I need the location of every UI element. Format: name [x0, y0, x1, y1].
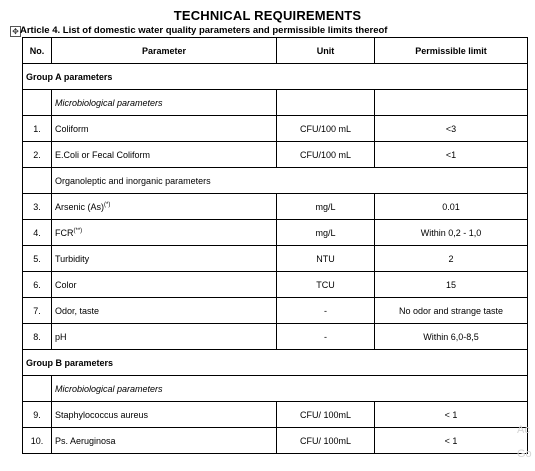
row-unit: CFU/ 100mL	[277, 402, 375, 428]
table-row	[23, 220, 528, 246]
row-no: 6.	[23, 272, 52, 298]
article-heading: Article 4. List of domestic water quality parameters and permissible limits thereof	[20, 25, 388, 36]
row-no: 2.	[23, 142, 52, 168]
row-limit: 0.01	[375, 194, 528, 220]
group-b-label: Group B parameters	[23, 350, 528, 376]
row-limit: < 1	[375, 402, 528, 428]
group-a-organoleptic-row	[23, 168, 528, 194]
group-b-row	[23, 350, 528, 376]
row-no: 7.	[23, 298, 52, 324]
table-row	[23, 142, 528, 168]
water-quality-table	[22, 37, 528, 454]
row-parameter: Arsenic (As)	[55, 201, 105, 212]
row-no: 4.	[23, 220, 52, 246]
header-unit: Unit	[277, 38, 375, 64]
row-unit: CFU/100 mL	[277, 142, 375, 168]
row-unit: CFU/ 100mL	[277, 428, 375, 454]
group-a-label: Group A parameters	[23, 64, 528, 90]
table-header-row	[23, 38, 528, 64]
table-row	[23, 298, 528, 324]
group-a-organoleptic-label: Organoleptic and inorganic parameters	[52, 168, 528, 194]
row-limit: < 1	[375, 428, 528, 454]
row-no: 3.	[23, 194, 52, 220]
row-limit: 2	[375, 246, 528, 272]
row-parameter: Ps. Aeruginosa	[52, 428, 277, 454]
row-unit: TCU	[277, 272, 375, 298]
table-row	[23, 324, 528, 350]
table-row	[23, 272, 528, 298]
table-row	[23, 246, 528, 272]
group-a-microbiological-row	[23, 90, 528, 116]
row-limit: <1	[375, 142, 528, 168]
page-title: TECHNICAL REQUIREMENTS	[173, 8, 362, 23]
watermark-line-2: Go	[517, 448, 532, 460]
row-no: 10.	[23, 428, 52, 454]
row-parameter: Turbidity	[52, 246, 277, 272]
row-limit: <3	[375, 116, 528, 142]
header-limit: Permissible limit	[375, 38, 528, 64]
group-a-row	[23, 64, 528, 90]
move-handle-icon[interactable]: ✥	[10, 26, 21, 37]
row-no: 9.	[23, 402, 52, 428]
row-limit: Within 6,0-8,5	[375, 324, 528, 350]
row-limit: 15	[375, 272, 528, 298]
row-parameter: Coliform	[52, 116, 277, 142]
row-unit: mg/L	[277, 220, 375, 246]
row-unit: NTU	[277, 246, 375, 272]
row-parameter: pH	[52, 324, 277, 350]
row-parameter: Color	[52, 272, 277, 298]
row-parameter: Odor, taste	[52, 298, 277, 324]
header-parameter: Parameter	[52, 38, 277, 64]
group-a-microbiological-label: Microbiological parameters	[52, 90, 277, 116]
table-cell	[23, 90, 52, 116]
table-cell	[277, 90, 375, 116]
table-row	[23, 402, 528, 428]
row-parameter: E.Coli or Fecal Coliform	[52, 142, 277, 168]
row-parameter-cell	[52, 220, 277, 246]
footnote-marker: (**)	[73, 227, 83, 234]
row-no: 5.	[23, 246, 52, 272]
table-row	[23, 194, 528, 220]
row-parameter-cell	[52, 194, 277, 220]
table-row	[23, 116, 528, 142]
group-b-microbiological-label: Microbiological parameters	[52, 376, 528, 402]
row-unit: mg/L	[277, 194, 375, 220]
row-limit: No odor and strange taste	[375, 298, 528, 324]
table-cell	[23, 168, 52, 194]
row-no: 1.	[23, 116, 52, 142]
table-row	[23, 428, 528, 454]
row-parameter: Staphylococcus aureus	[52, 402, 277, 428]
row-unit: -	[277, 298, 375, 324]
group-b-microbiological-row	[23, 376, 528, 402]
row-no: 8.	[23, 324, 52, 350]
watermark-line-1: Ac	[517, 424, 530, 436]
row-limit: Within 0,2 - 1,0	[375, 220, 528, 246]
table-cell	[375, 90, 528, 116]
row-unit: -	[277, 324, 375, 350]
row-unit: CFU/100 mL	[277, 116, 375, 142]
header-no: No.	[23, 38, 52, 64]
table-cell	[23, 376, 52, 402]
row-parameter: FCR	[55, 227, 74, 238]
footnote-marker: (*)	[104, 201, 111, 208]
